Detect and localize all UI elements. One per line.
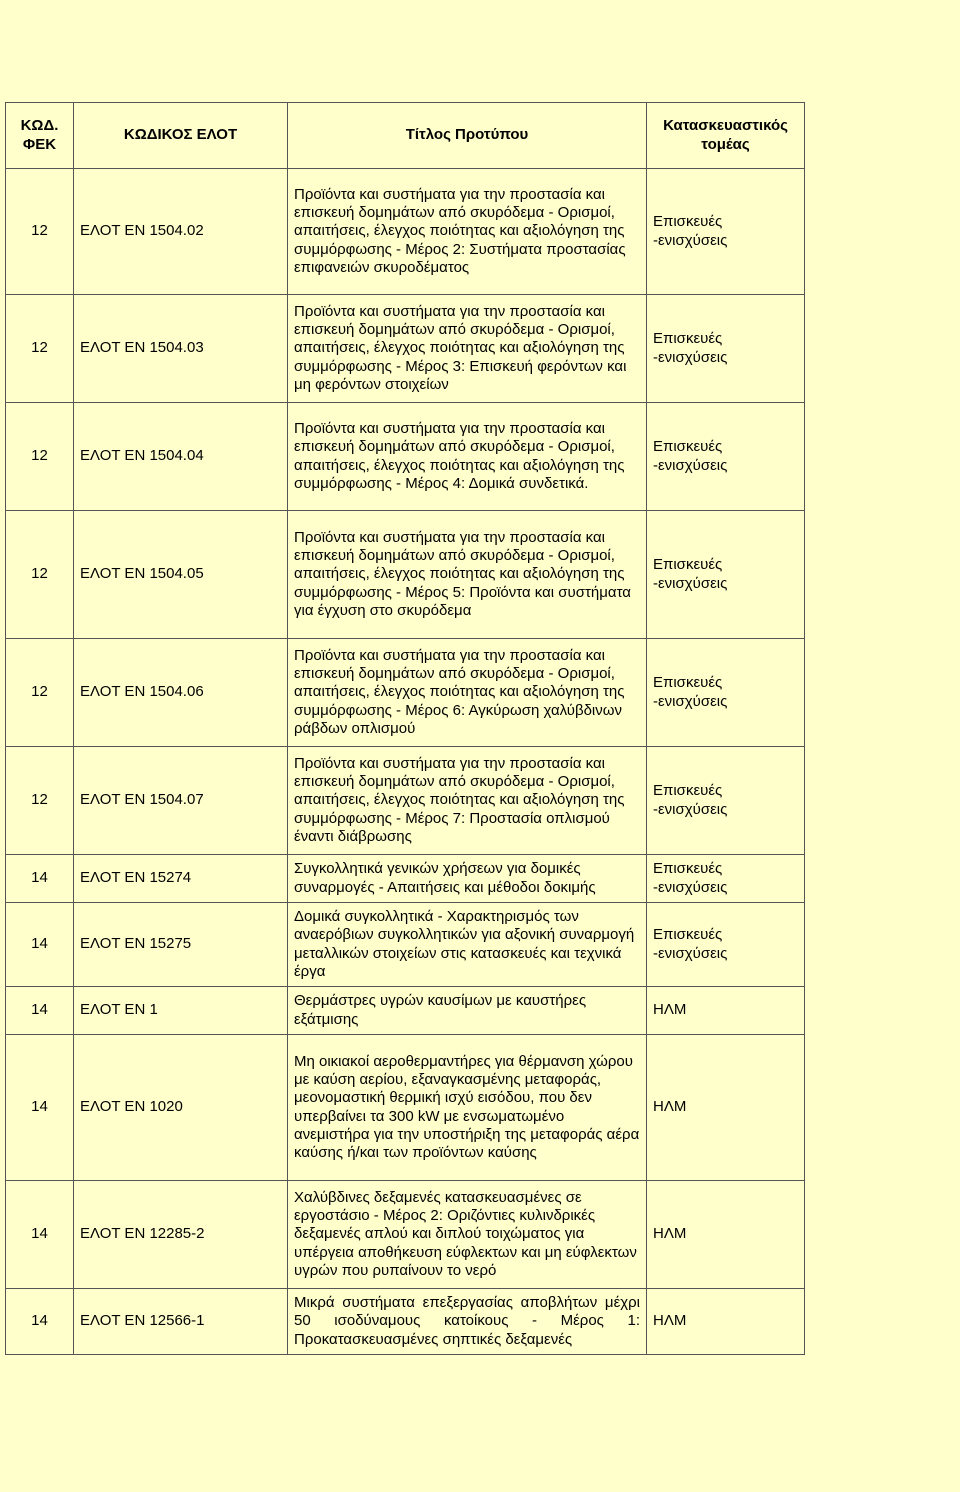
sector-cell: ΗΛΜ (647, 1289, 805, 1355)
title-cell: Προϊόντα και συστήματα για την προστασία και επισκευή δομημάτων από σκυρόδεμα - Ορισμοί, απαιτήσεις, έλεγχος ποιότητας και αξιολόγηση της συμμόρφωσης - Μέρος 3: Επισκευή φερόντων και μη φερόντων στοιχείων (288, 295, 647, 403)
code-cell: ΕΛΟΤ ΕΝ 12566-1 (74, 1289, 288, 1355)
sector-cell: Επισκευές -ενισχύσεις (647, 639, 805, 747)
fek-cell: 12 (6, 511, 74, 639)
title-cell: Προϊόντα και συστήματα για την προστασία και επισκευή δομημάτων από σκυρόδεμα - Ορισμοί, απαιτήσεις, έλεγχος ποιότητας και αξιολόγηση της συμμόρφωσης - Μέρος 2: Συστήματα προστασίας επιφανειών σκυροδέματος (288, 169, 647, 295)
fek-cell: 12 (6, 169, 74, 295)
title-cell: Προϊόντα και συστήματα για την προστασία και επισκευή δομημάτων από σκυρόδεμα - Ορισμοί, απαιτήσεις, έλεγχος ποιότητας και αξιολόγηση της συμμόρφωσης - Μέρος 7: Προστασία οπλισμού έναντι διάβρωσης (288, 747, 647, 855)
title-cell: Μικρά συστήματα επεξεργασίας αποβλήτων μέχρι 50 ισοδύναμους κατοίκους - Μέρος 1: Προκατασκευασμένες σηπτικές δεξαμενές (288, 1289, 647, 1355)
sector-cell: ΗΛΜ (647, 1035, 805, 1181)
fek-cell: 12 (6, 747, 74, 855)
fek-cell: 14 (6, 1035, 74, 1181)
title-cell: Προϊόντα και συστήματα για την προστασία και επισκευή δομημάτων από σκυρόδεμα - Ορισμοί, απαιτήσεις, έλεγχος ποιότητας και αξιολόγηση της συμμόρφωσης - Μέρος 6: Αγκύρωση χαλύβδινων ράβδων οπλισμού (288, 639, 647, 747)
title-cell: Θερμάστρες υγρών καυσίμων με καυστήρες εξάτμισης (288, 987, 647, 1035)
sector-cell: Επισκευές -ενισχύσεις (647, 903, 805, 987)
table-row (6, 903, 805, 987)
sector-cell: Επισκευές -ενισχύσεις (647, 855, 805, 903)
code-cell: ΕΛΟΤ ΕΝ 1504.07 (74, 747, 288, 855)
code-cell: ΕΛΟΤ ΕΝ 15275 (74, 903, 288, 987)
fek-cell: 14 (6, 855, 74, 903)
code-cell: ΕΛΟΤ ΕΝ 1504.06 (74, 639, 288, 747)
table-row (6, 987, 805, 1035)
title-cell: Μη οικιακοί αεροθερμαντήρες για θέρμανση χώρου με καύση αερίου, εξαναγκασμένης μεταφοράς, μεονομαστική θερμική ισχύ εισόδου, που δεν υπερβαίνει τα 300 kW με ενσωματωμένο ανεμιστήρα για την υποστήριξη της μεταφοράς αέρα καύσης ή/και των προϊόντων καύσης (288, 1035, 647, 1181)
code-cell: ΕΛΟΤ ΕΝ 1020 (74, 1035, 288, 1181)
title-cell: Προϊόντα και συστήματα για την προστασία και επισκευή δομημάτων από σκυρόδεμα - Ορισμοί, απαιτήσεις, έλεγχος ποιότητας και αξιολόγηση της συμμόρφωσης - Μέρος 4: Δομικά συνδετικά. (288, 403, 647, 511)
header-row (6, 103, 805, 169)
table-row (6, 1289, 805, 1355)
title-cell: Συγκολλητικά γενικών χρήσεων για δομικές συναρμογές - Απαιτήσεις και μέθοδοι δοκιμής (288, 855, 647, 903)
table-row (6, 855, 805, 903)
sector-cell: Επισκευές -ενισχύσεις (647, 747, 805, 855)
table-row (6, 295, 805, 403)
table-row (6, 1035, 805, 1181)
header-sector: Κατασκευαστικός τομέας (647, 103, 805, 169)
title-cell: Προϊόντα και συστήματα για την προστασία και επισκευή δομημάτων από σκυρόδεμα - Ορισμοί, απαιτήσεις, έλεγχος ποιότητας και αξιολόγηση της συμμόρφωσης - Μέρος 5: Προϊόντα και συστήματα για έγχυση στο σκυρόδεμα (288, 511, 647, 639)
sector-cell: Επισκευές -ενισχύσεις (647, 295, 805, 403)
sector-cell: Επισκευές -ενισχύσεις (647, 169, 805, 295)
table-row (6, 403, 805, 511)
sector-cell: ΗΛΜ (647, 1181, 805, 1289)
fek-cell: 14 (6, 987, 74, 1035)
fek-cell: 14 (6, 1289, 74, 1355)
header-code: ΚΩΔΙΚΟΣ ΕΛΟΤ (74, 103, 288, 169)
sector-cell: Επισκευές -ενισχύσεις (647, 511, 805, 639)
table-row (6, 639, 805, 747)
header-title: Τίτλος Προτύπου (288, 103, 647, 169)
code-cell: ΕΛΟΤ ΕΝ 1504.02 (74, 169, 288, 295)
code-cell: ΕΛΟΤ ΕΝ 1504.03 (74, 295, 288, 403)
code-cell: ΕΛΟΤ ΕΝ 1504.04 (74, 403, 288, 511)
header-fek: ΚΩΔ. ΦΕΚ (6, 103, 74, 169)
fek-cell: 12 (6, 639, 74, 747)
fek-cell: 14 (6, 903, 74, 987)
code-cell: ΕΛΟΤ ΕΝ 15274 (74, 855, 288, 903)
sector-cell: Επισκευές -ενισχύσεις (647, 403, 805, 511)
table-row (6, 1181, 805, 1289)
standards-table (5, 102, 805, 1355)
table-row (6, 747, 805, 855)
table-row (6, 511, 805, 639)
fek-cell: 12 (6, 403, 74, 511)
fek-cell: 12 (6, 295, 74, 403)
title-cell: Χαλύβδινες δεξαμενές κατασκευασμένες σε εργοστάσιο - Μέρος 2: Οριζόντιες κυλινδρικές δεξαμενές απλού και διπλού τοιχώματος για υπέργεια αποθήκευση εύφλεκτων και μη εύφλεκτων υγρών που ρυπαίνουν το νερό (288, 1181, 647, 1289)
code-cell: ΕΛΟΤ ΕΝ 1504.05 (74, 511, 288, 639)
fek-cell: 14 (6, 1181, 74, 1289)
table-row (6, 169, 805, 295)
code-cell: ΕΛΟΤ ΕΝ 12285-2 (74, 1181, 288, 1289)
sector-cell: ΗΛΜ (647, 987, 805, 1035)
code-cell: ΕΛΟΤ ΕΝ 1 (74, 987, 288, 1035)
title-cell: Δομικά συγκολλητικά - Χαρακτηρισμός των αναερόβιων συγκολλητικών για αξονική συναρμογή μεταλλικών στοιχείων στις κατασκευές και τεχνικά έργα (288, 903, 647, 987)
